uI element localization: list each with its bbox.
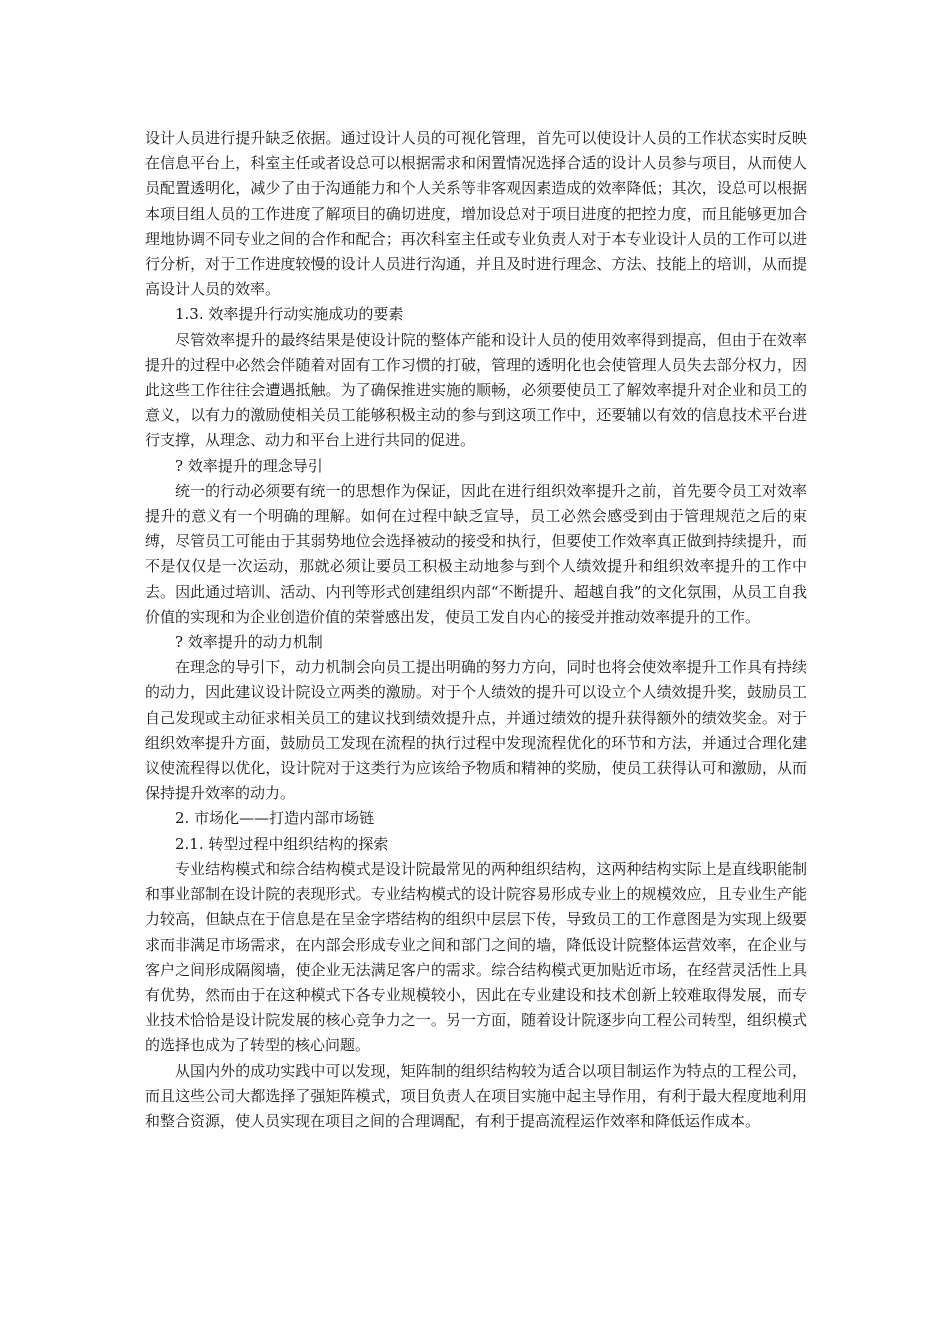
document-body: [145, 126, 807, 1134]
paragraph-matrix-structure: 从国内外的成功实践中可以发现，矩阵制的组织结构较为适合以项目制运作为特点的工程公司，而且这些公司大都选择了强矩阵模式，项目负责人在项目实施中起主导作用，有利于最大程度地利用和整合资源，使人员实现在项目之间的合理调配，有利于提高流程运作效率和降低运作成本。: [145, 1061, 807, 1130]
section-heading-2-1: 2.1. 转型过程中组织结构的探索: [175, 834, 389, 853]
section-heading-2: 2. 市场化——打造内部市场链: [175, 809, 375, 828]
section-heading-1-3: 1.3. 效率提升行动实施成功的要素: [175, 305, 404, 324]
paragraph-concept-guidance: 统一的行动必须要有统一的思想作为保证，因此在进行组织效率提升之前，首先要令员工对效率提升的意义有一个明确的理解。如何在过程中缺乏宣导，员工必然会感受到由于管理规范之后的束缚，尽管员工可能由于其弱势地位会选择被动的接受和执行，但要使工作效率真正做到持续提升，而不是仅仅是一次运动，那就必须让要员工积极主动地参与到个人绩效提升和组织效率提升的工作中去。因此通过培训、活动、内刊等形式创建组织内部“不断提升、超越自我”的文化氛围，从员工自我价值的实现和为企业创造价值的荣誉感出发，使员工发自内心的接受并推动效率提升的工作。: [145, 481, 807, 626]
subheading-incentive-mechanism: ? 效率提升的动力机制: [175, 633, 323, 652]
subheading-concept-guidance: ? 效率提升的理念导引: [175, 456, 323, 475]
paragraph-organization-structure: 专业结构模式和综合结构模式是设计院最常见的两种组织结构，这两种结构实际上是直线职能制和事业部制在设计院的表现形式。专业结构模式的设计院容易形成专业上的规模效应，且专业生产能力较高，但缺点在于信息是在呈金字塔结构的组织中层层下传，导致员工的工作意图是为实现上级要求而非满足市场需求，在内部会形成专业之间和部门之间的墙，降低设计院整体运营效率，在企业与客户之间形成隔阂墙，使企业无法满足客户的需求。综合结构模式更加贴近市场，在经营灵活性上具有优势，然而由于在这种模式下各专业规模较小，因此在专业建设和技术创新上较难取得发展，而专业技术恰恰是设计院发展的核心竞争力之一。另一方面，随着设计院逐步向工程公司转型，组织模式的选择也成为了转型的核心问题。: [145, 859, 807, 1055]
paragraph-personnel-visualization: 设计人员进行提升缺乏依据。通过设计人员的可视化管理，首先可以使设计人员的工作状态实时反映在信息平台上，科室主任或者设总可以根据需求和闲置情况选择合适的设计人员参与项目，从而使人员配置透明化，减少了由于沟通能力和个人关系等非客观因素造成的效率降低；其次，设总可以根据本项目组人员的工作进度了解项目的确切进度，增加设总对于项目进度的把控力度，而且能够更加合理地协调不同专业之间的合作和配合；再次科室主任或专业负责人对于本专业设计人员的工作可以进行分析，对于工作进度较慢的设计人员进行沟通，并且及时进行理念、方法、技能上的培训，从而提高设计人员的效率。: [145, 129, 807, 299]
paragraph-incentive-mechanism: 在理念的导引下，动力机制会向员工提出明确的努力方向，同时也将会使效率提升工作具有持续的动力，因此建议设计院设立两类的激励。对于个人绩效的提升可以设立个人绩效提升奖，鼓励员工自己发现或主动征求相关员工的建议找到绩效提升点，并通过绩效的提升获得额外的绩效奖金。对于组织效率提升方面，鼓励员工发现在流程的执行过程中发现流程优化的环节和方法，并通过合理化建议使流程得以优化，设计院对于这类行为应该给予物质和精神的奖励，使员工获得认可和激励，从而保持提升效率的动力。: [145, 658, 807, 803]
paragraph-success-factors: 尽管效率提升的最终结果是使设计院的整体产能和设计人员的使用效率得到提高，但由于在效率提升的过程中必然会伴随着对固有工作习惯的打破，管理的透明化也会使管理人员失去部分权力，因此这些工作往往会遭遇抵触。为了确保推进实施的顺畅，必须要使员工了解效率提升对企业和员工的意义，以有力的激励使相关员工能够积极主动的参与到这项工作中，还要辅以有效的信息技术平台进行支撑，从理念、动力和平台上进行共同的促进。: [145, 330, 807, 450]
